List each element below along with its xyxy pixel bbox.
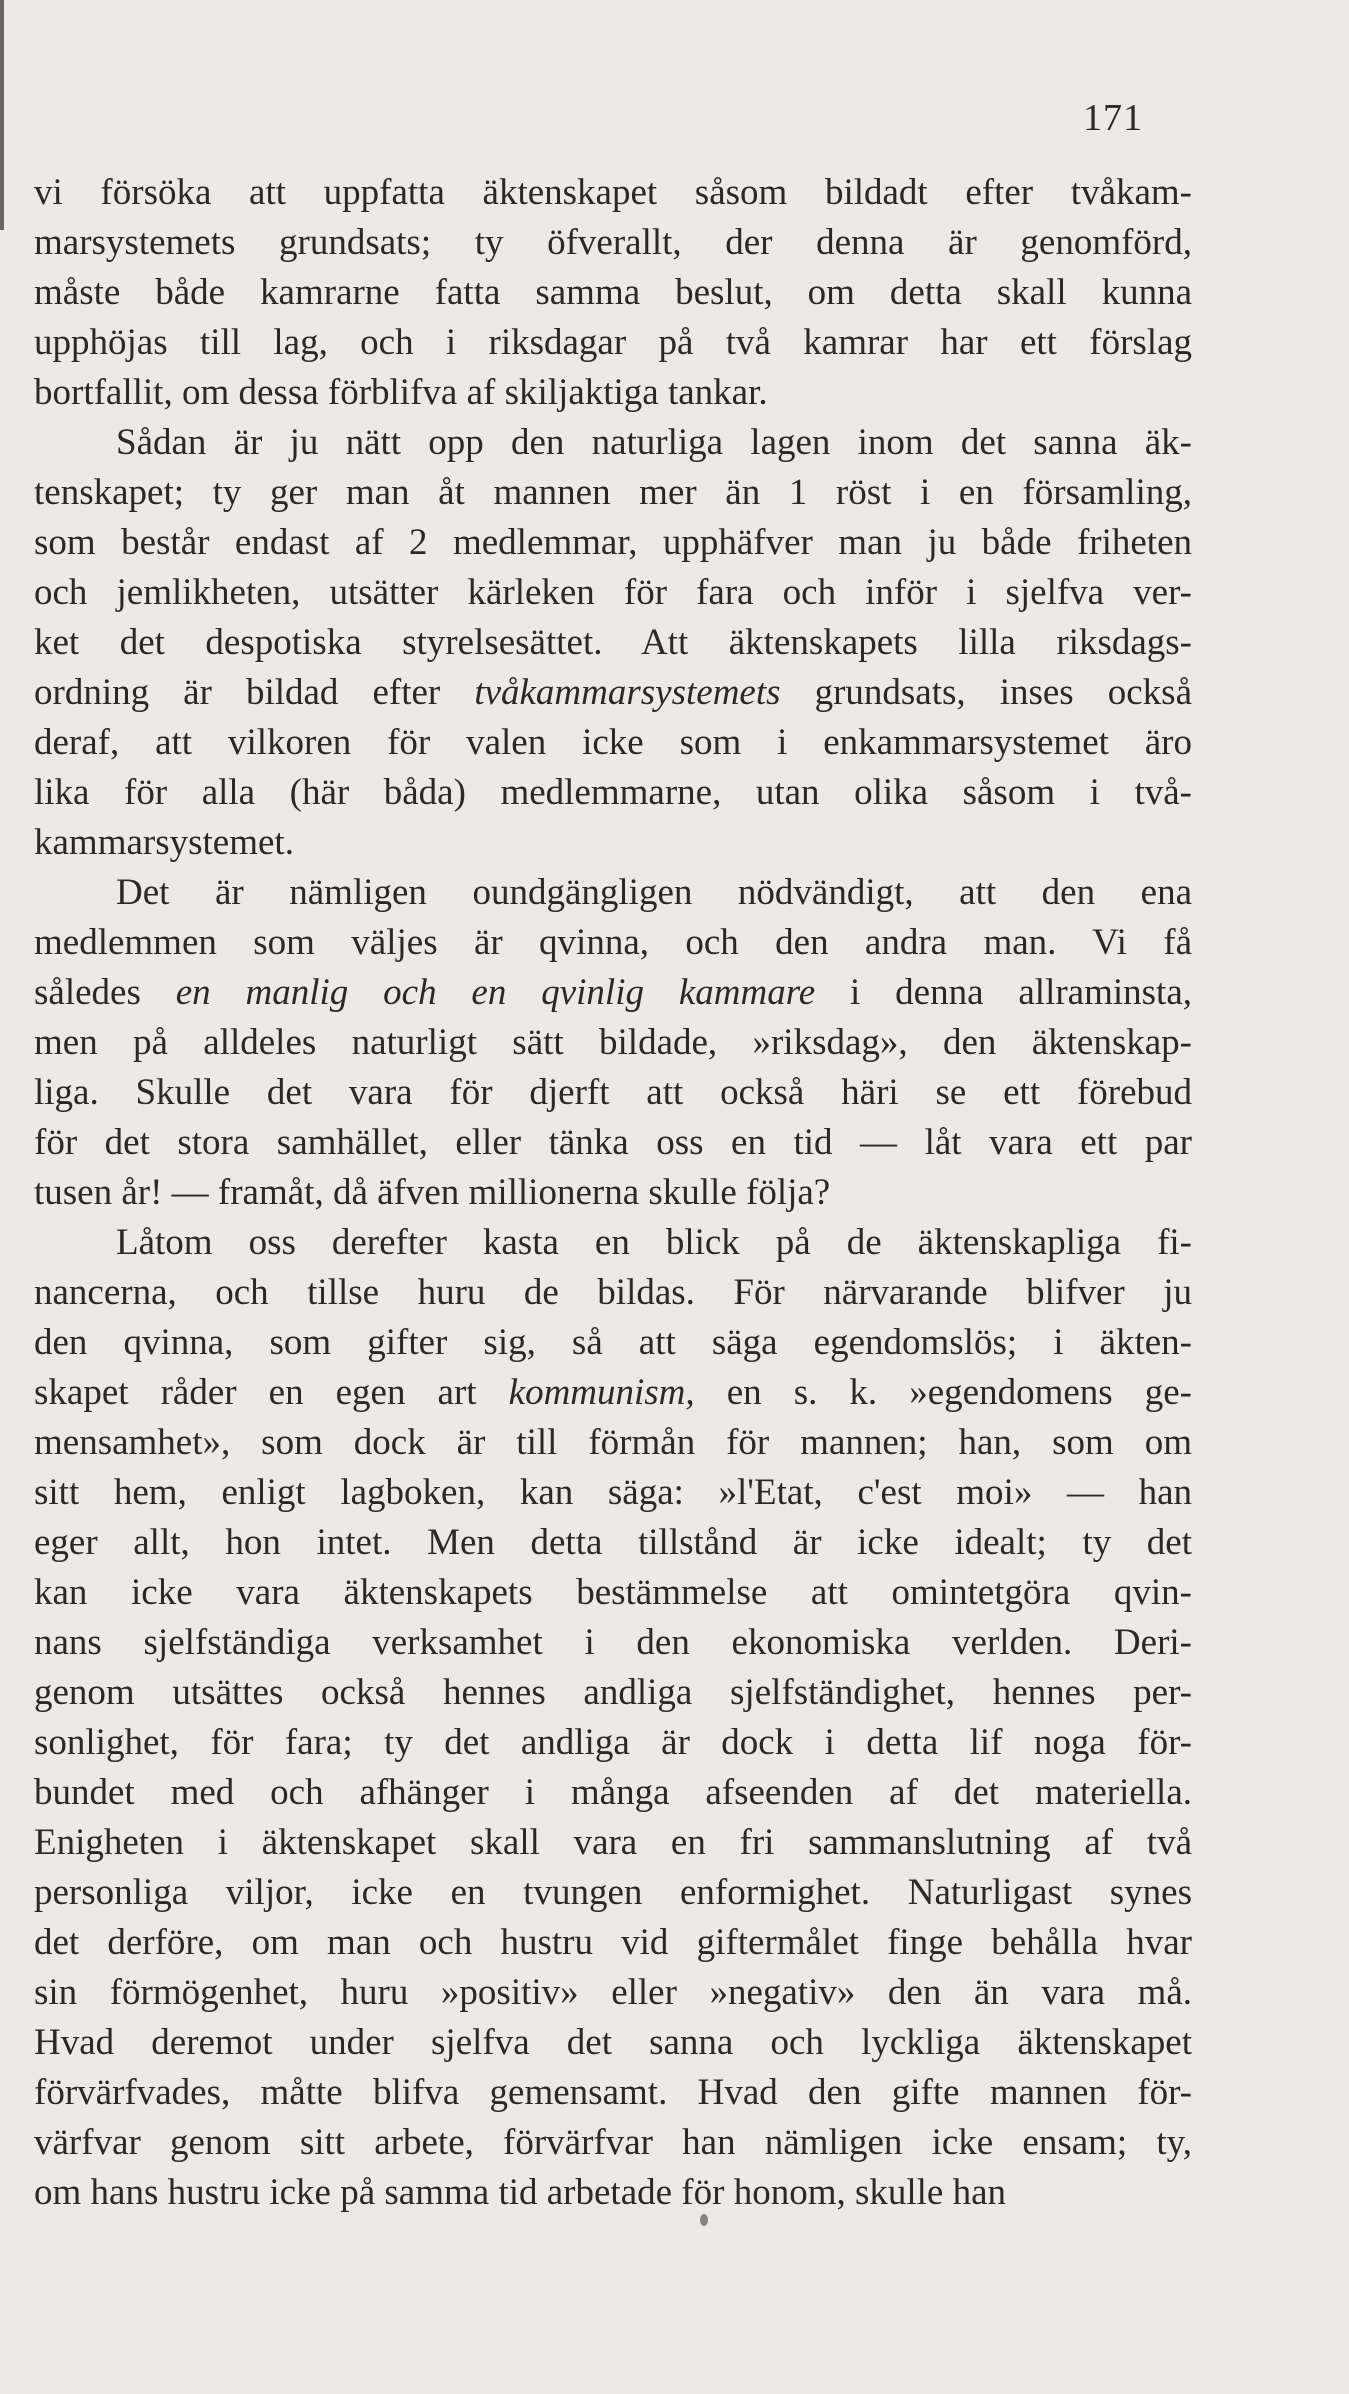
text-line (34, 1968, 1192, 2018)
text-line (34, 2168, 1192, 2218)
text-segment: bortfallit, om dessa förblifva af skiljaktiga tankar. (34, 372, 768, 413)
text-segment: som består endast af 2 medlemmar, upphäfver man ju både friheten (34, 522, 1192, 563)
text-segment: måste både kamrarne fatta samma beslut, om detta skall kunna (34, 272, 1192, 313)
text-line (34, 1018, 1192, 1068)
text-line (34, 1368, 1192, 1418)
text-line (34, 2118, 1192, 2168)
text-segment: medlemmen som väljes är qvinna, och den andra man. Vi få (34, 922, 1192, 963)
text-segment: skapet råder en egen art (34, 1372, 509, 1413)
text-segment: Enigheten i äktenskapet skall vara en fri sammanslutning af två (34, 1822, 1192, 1863)
text-segment: genom utsättes också hennes andliga sjelfständighet, hennes per- (34, 1672, 1192, 1713)
text-segment: nans sjelfständiga verksamhet i den ekonomiska verlden. Deri- (34, 1622, 1192, 1663)
page-edge-shadow (0, 0, 4, 230)
text-line (34, 368, 1192, 418)
text-segment: personliga viljor, icke en tvungen enformighet. Naturligast synes (34, 1872, 1192, 1913)
text-line (34, 618, 1192, 668)
text-line (34, 2068, 1192, 2118)
text-line (34, 1718, 1192, 1768)
text-line (34, 468, 1192, 518)
text-segment: deraf, att vilkoren för valen icke som i enkammarsystemet äro (34, 722, 1192, 763)
ink-speck (700, 2214, 708, 2226)
text-segment: upphöjas till lag, och i riksdagar på två kamrar har ett förslag (34, 322, 1192, 363)
text-line (34, 168, 1192, 218)
text-line (34, 1118, 1192, 1168)
text-line (34, 1468, 1192, 1518)
text-line (34, 2018, 1192, 2068)
text-segment: Sådan är ju nätt opp den naturliga lagen inom det sanna äk- (116, 422, 1192, 463)
text-segment: liga. Skulle det vara för djerft att också häri se ett förebud (34, 1072, 1192, 1113)
text-segment: förvärfvades, måtte blifva gemensamt. Hvad den gifte mannen för- (34, 2072, 1192, 2113)
text-line (34, 1418, 1192, 1468)
text-line (34, 1168, 1192, 1218)
text-line (34, 318, 1192, 368)
text-segment: värfvar genom sitt arbete, förvärfvar han nämligen icke ensam; ty, (34, 2122, 1192, 2163)
text-line (34, 968, 1192, 1018)
text-segment: kan icke vara äktenskapets bestämmelse att omintetgöra qvin- (34, 1572, 1192, 1613)
emphasis-text: en manlig och en qvinlig kammare (175, 972, 816, 1013)
emphasis-text: tvåkammarsystemets (474, 672, 781, 713)
text-line (34, 1868, 1192, 1918)
text-segment: nancerna, och tillse huru de bildas. För närvarande blifver ju (34, 1272, 1192, 1313)
text-segment: bundet med och afhänger i många afseenden af det materiella. (34, 1772, 1192, 1813)
page-number: 171 (1083, 97, 1143, 139)
text-segment: ordning är bildad efter (34, 672, 475, 713)
text-segment: marsystemets grundsats; ty öfverallt, der denna är genomförd, (34, 222, 1192, 263)
text-line (34, 1518, 1192, 1568)
text-segment: grundsats, inses också (780, 672, 1193, 713)
text-line (34, 1218, 1192, 1268)
text-segment: tenskapet; ty ger man åt mannen mer än 1 röst i en församling, (34, 472, 1192, 513)
text-segment: sitt hem, enligt lagboken, kan säga: »l'Etat, c'est moi» — han (34, 1472, 1192, 1513)
text-segment: i denna allraminsta, (815, 972, 1193, 1013)
text-segment: Låtom oss derefter kasta en blick på de äktenskapliga fi- (116, 1222, 1192, 1263)
text-segment: Det är nämligen oundgängligen nödvändigt, att den ena (116, 872, 1192, 913)
text-line (34, 1068, 1192, 1118)
text-line (34, 768, 1192, 818)
text-line (34, 218, 1192, 268)
text-segment: ket det despotiska styrelsesättet. Att äktenskapets lilla riksdags- (34, 622, 1192, 663)
text-segment: om hans hustru icke på samma tid arbetade för honom, skulle han (34, 2172, 1007, 2213)
text-line (34, 718, 1192, 768)
text-line (34, 518, 1192, 568)
text-line (34, 1668, 1192, 1718)
text-segment: Hvad deremot under sjelfva det sanna och lyckliga äktenskapet (34, 2022, 1192, 2063)
text-segment: således (34, 972, 176, 1013)
text-segment: för det stora samhället, eller tänka oss en tid — låt vara ett par (34, 1122, 1192, 1163)
text-line (34, 1268, 1192, 1318)
text-segment: lika för alla (här båda) medlemmarne, utan olika såsom i två- (34, 772, 1192, 813)
text-line (34, 418, 1192, 468)
text-segment: det derföre, om man och hustru vid giftermålet finge behålla hvar (34, 1922, 1192, 1963)
text-line (34, 268, 1192, 318)
text-segment: en s. k. »egendomens ge- (694, 1372, 1192, 1413)
text-line (34, 818, 1192, 868)
text-segment: sin förmögenhet, huru »positiv» eller »negativ» den än vara må. (34, 1972, 1192, 2013)
text-segment: eger allt, hon intet. Men detta tillstånd är icke idealt; ty det (34, 1522, 1192, 1563)
emphasis-text: kommunism, (508, 1372, 695, 1413)
text-segment: men på alldeles naturligt sätt bildade, »riksdag», den äktenskap- (34, 1022, 1192, 1063)
text-segment: tusen år! — framåt, då äfven millionerna skulle följa? (34, 1172, 831, 1213)
text-line (34, 668, 1192, 718)
text-line (34, 1818, 1192, 1868)
text-line (34, 1768, 1192, 1818)
text-segment: mensamhet», som dock är till förmån för mannen; han, som om (34, 1422, 1192, 1463)
text-line (34, 1918, 1192, 1968)
text-line (34, 568, 1192, 618)
body-text (34, 168, 1192, 2218)
text-segment: sonlighet, för fara; ty det andliga är dock i detta lif noga för- (34, 1722, 1192, 1763)
text-segment: den qvinna, som gifter sig, så att säga egendomslös; i äkten- (34, 1322, 1192, 1363)
text-segment: vi försöka att uppfatta äktenskapet såsom bildadt efter tvåkam- (34, 172, 1192, 213)
text-segment: och jemlikheten, utsätter kärleken för fara och inför i sjelfva ver- (34, 572, 1192, 613)
text-segment: kammarsystemet. (34, 822, 294, 863)
text-line (34, 1318, 1192, 1368)
text-line (34, 1568, 1192, 1618)
text-line (34, 1618, 1192, 1668)
text-line (34, 868, 1192, 918)
text-line (34, 918, 1192, 968)
